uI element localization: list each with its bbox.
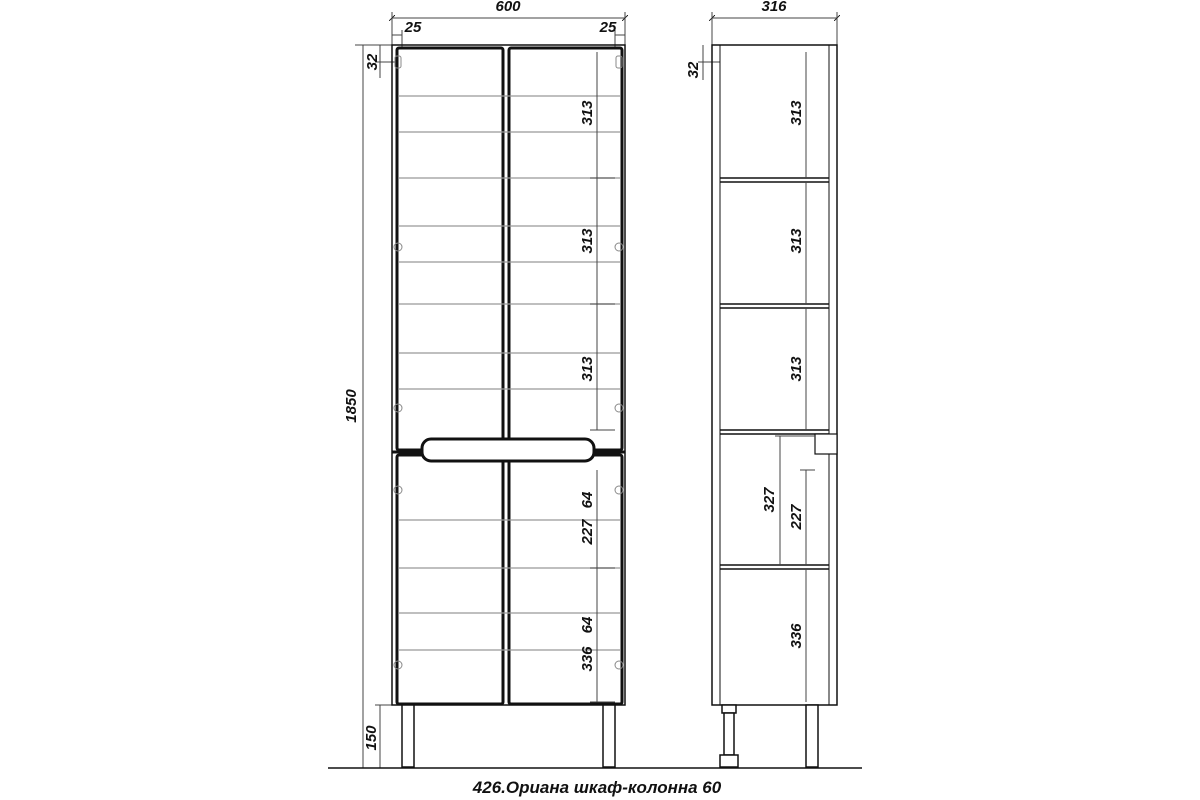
front-width-dimension [392, 0, 625, 45]
front-leg-height-label: 150 [363, 725, 380, 751]
front-right-door-upper [509, 48, 622, 450]
front-shelf-spacing-1: 313 [579, 100, 596, 126]
front-sub-mark-2: 64 [579, 616, 596, 634]
front-handle [422, 439, 594, 461]
side-view [685, 0, 837, 767]
side-depth-label: 316 [761, 0, 787, 15]
side-legs [720, 705, 818, 767]
front-height-dimension [343, 45, 392, 768]
side-shelf-spacing-4: 227 [788, 504, 805, 530]
front-shelf-spacing-3: 313 [579, 356, 596, 382]
drawing-caption: 426.Ориана шкаф-колонна 60 [472, 778, 722, 797]
front-top-gap-dimension [364, 45, 398, 78]
side-top-gap-label: 32 [685, 61, 702, 79]
side-top-gap-dimension [685, 45, 720, 80]
front-shelf-dimensions [579, 52, 615, 702]
front-shelf-spacing-2: 313 [579, 228, 596, 254]
front-shelf-spacing-4: 227 [579, 519, 596, 545]
front-legs [402, 705, 615, 767]
front-shelf-spacing-5: 336 [579, 646, 596, 672]
front-right-door-lower [509, 455, 622, 704]
front-offset-dimensions [392, 19, 625, 48]
side-depth-dimension [712, 0, 837, 45]
front-left-offset-label: 25 [404, 19, 422, 36]
side-shelf-spacing-3: 313 [788, 356, 805, 382]
front-width-label: 600 [495, 0, 521, 15]
front-left-door-lower [397, 455, 503, 704]
front-top-gap-label: 32 [364, 53, 381, 71]
front-right-offset-label: 25 [599, 19, 617, 36]
side-handle-notch [815, 434, 837, 454]
side-cabinet-body [712, 45, 837, 705]
side-drawer-height-label: 327 [761, 487, 778, 513]
front-leg-height-dimension [363, 705, 395, 768]
side-shelf-spacing-5: 336 [788, 623, 805, 649]
side-shelf-spacing-2: 313 [788, 228, 805, 254]
front-left-door-upper [397, 48, 503, 450]
front-height-label: 1850 [343, 389, 360, 423]
side-shelf-dimensions [761, 52, 815, 702]
side-shelf-spacing-1: 313 [788, 100, 805, 126]
front-sub-mark-1: 64 [579, 491, 596, 509]
front-view [343, 0, 625, 768]
